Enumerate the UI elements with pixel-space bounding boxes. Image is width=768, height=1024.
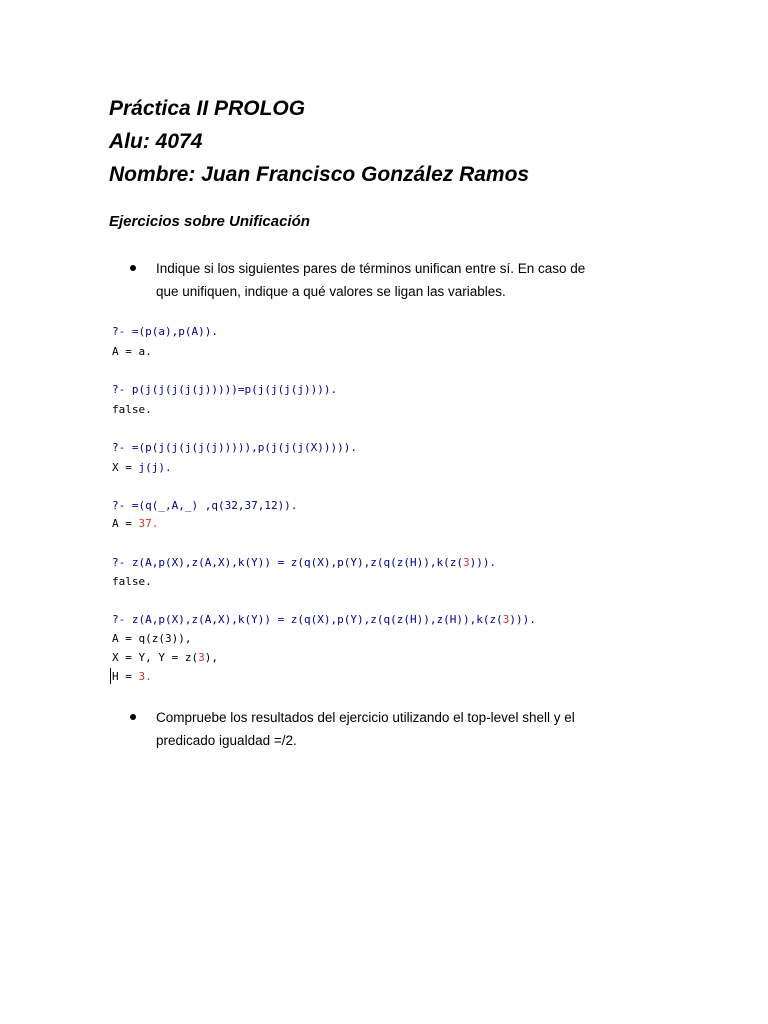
query-line: ?- p(j(j(j(j(j)))))=p(j(j(j(j)))).: [112, 383, 338, 396]
list-item-text: Indique si los siguientes pares de términos unifican entre sí. En caso de que unifiquen, indique a qué valores se ligan las variables.: [156, 261, 586, 299]
answer-prefix: A =: [112, 517, 139, 530]
document-title: Práctica II PROLOG: [109, 97, 306, 120]
student-name: Nombre: Juan Francisco González Ramos: [109, 163, 530, 186]
answer-line: [112, 669, 152, 685]
answer-line: [112, 460, 172, 476]
answer-value: 37.: [138, 517, 159, 530]
query-line: ?- =(q(_,A,_) ,q(32,37,12)).: [112, 499, 298, 512]
list-item: [130, 257, 610, 303]
student-id: Alu: 4074: [109, 130, 203, 153]
answer-line: [112, 650, 218, 666]
query-number: 3: [502, 613, 510, 626]
query-line: ?- =(p(j(j(j(j(j))))),p(j(j(j(X))))).: [112, 441, 358, 454]
bullet-icon: [130, 714, 136, 720]
query-part: ))).: [469, 556, 497, 569]
query-line: [112, 612, 536, 628]
answer-value: j(j).: [138, 461, 172, 474]
query-part: ?- z(A,p(X),z(A,X),k(Y)) = z(q(X),p(Y),z(q(z(H)),z(H)),k(z(: [112, 613, 503, 626]
answer-line: [112, 516, 158, 532]
answer-number: 3: [198, 651, 205, 664]
title-block: [109, 92, 529, 191]
answer-line: A = q(z(3)),: [112, 632, 192, 645]
section-heading: Ejercicios sobre Unificación: [109, 213, 310, 230]
answer-line: A = a.: [112, 345, 152, 358]
answer-prefix: X =: [112, 461, 139, 474]
prolog-console-screenshot: [108, 318, 628, 690]
bullet-icon: [130, 265, 136, 271]
query-line: [112, 555, 496, 571]
list-item-text: Compruebe los resultados del ejercicio utilizando el top-level shell y el predicado igualdad =/2.: [156, 710, 575, 748]
query-part: ))).: [509, 613, 536, 626]
query-line: ?- =(p(a),p(A)).: [112, 325, 218, 338]
query-number: 3: [463, 556, 470, 569]
list-item: [130, 706, 610, 752]
answer-part: H =: [112, 670, 139, 683]
answer-part: X = Y, Y = z(: [112, 651, 199, 664]
answer-line: false.: [112, 403, 152, 416]
answer-line: false.: [112, 575, 152, 588]
text-cursor: [110, 668, 111, 684]
query-part: ?- z(A,p(X),z(A,X),k(Y)) = z(q(X),p(Y),z(q(z(H)),k(z(: [112, 556, 463, 569]
answer-number: 3.: [138, 670, 152, 683]
answer-part: ),: [204, 651, 218, 664]
